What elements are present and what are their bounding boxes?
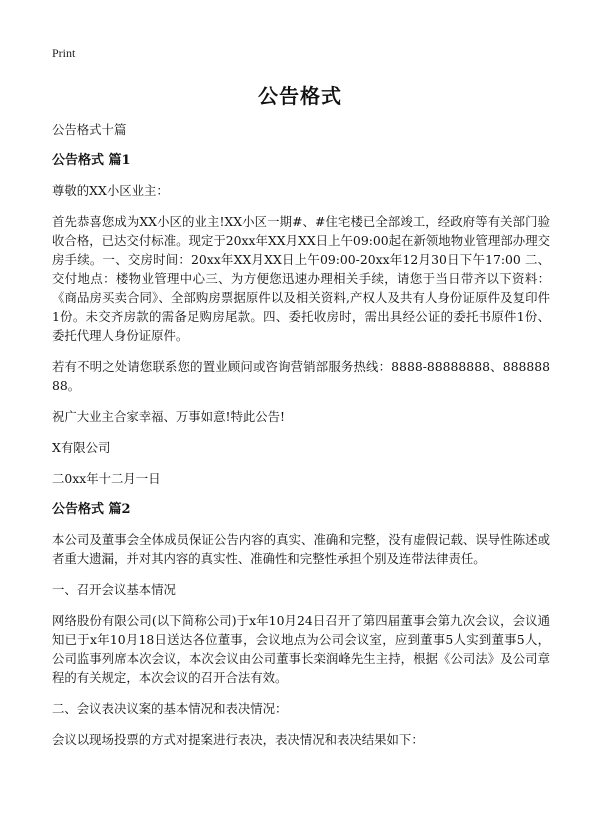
subheading-meeting-info: 一、召开会议基本情况	[52, 582, 176, 597]
contact-paragraph: 若有不明之处请您联系您的置业顾问或咨询营销部服务热线：8888-88888888、88888888。	[52, 359, 550, 393]
subheading-voting: 二、会议表决议案的基本情况和表决情况：	[52, 701, 288, 716]
company-signature: X有限公司	[52, 440, 111, 455]
document-title: 公告格式	[258, 84, 342, 108]
section-heading-1: 公告格式 篇1	[52, 153, 131, 168]
board-statement: 本公司及董事会全体成员保证公告内容的真实、准确和完整，没有虚假记载、误导性陈述或者重大遗漏，并对其内容的真实性、准确性和完整性承担个别及连带法律责任。	[52, 532, 550, 566]
intro-text: 公告格式十篇	[52, 122, 127, 137]
closing-paragraph: 祝广大业主合家幸福、万事如意!特此公告!	[52, 409, 285, 424]
print-label: Print	[52, 46, 76, 60]
voting-method-paragraph: 会议以现场投票的方式对提案进行表决，表决情况和表决结果如下：	[52, 732, 424, 747]
meeting-details-paragraph: 网络股份有限公司(以下简称公司)于x年10月24日召开了第四届董事会第九次会议，会议通知已于x年10月18日送达各位董事，会议地点为公司会议室，应到董事5人实到董事5人，公司监事列席本次会议，本次会议由公司董事长栾润峰先生主持，根据《公司法》及公司章程的有关规定，本次会议的召开合法有效。	[52, 613, 550, 685]
salutation: 尊敬的XX小区业主：	[52, 183, 169, 198]
notice-body-paragraph: 首先恭喜您成为XX小区的业主!XX小区一期#、#住宅楼已全部竣工，经政府等有关部门验收合格，已达交付标准。现定于20xx年XX月XX日上午09:00起在新领地物业管理部办理交房手续。一、交房时间：20xx年XX月XX日上午09:00-20xx年12月30日下午17:00 二、交付地点：楼物业管理中心三、为方便您迅速办理相关手续，请您于当日带齐以下资料：《商品房买卖合同》、全部购房票据原件以及相关资料,产权人及共有人身份证原件及复印件1份。未交齐房款的需备足购房尾款。四、委托收房时，需出具经公证的委托书原件1份、委托代理人身份证原件。	[52, 214, 550, 343]
section-heading-2: 公告格式 篇2	[52, 502, 131, 517]
document-body	[52, 120, 550, 761]
notice-date: 二0xx年十二月一日	[52, 471, 161, 486]
